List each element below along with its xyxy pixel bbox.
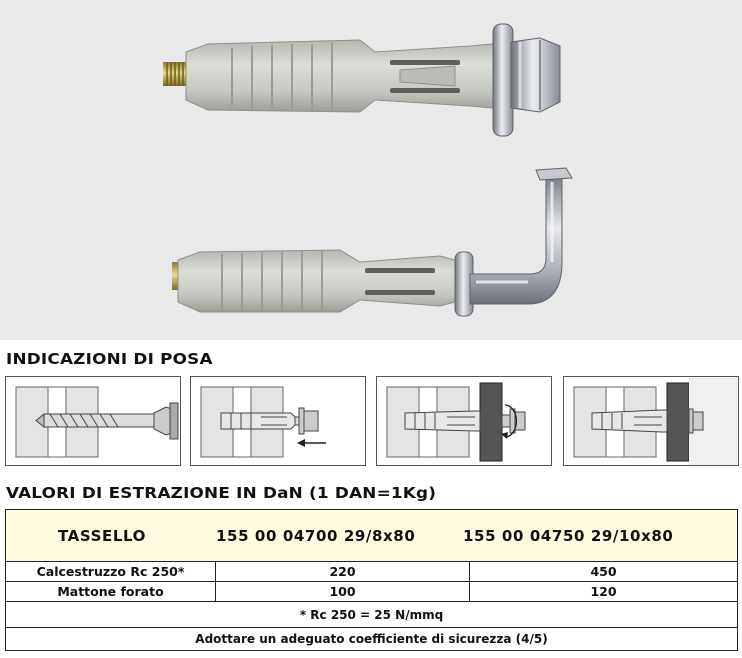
table-footnote-row — [6, 602, 737, 628]
table-row — [6, 582, 737, 602]
anchor-bolt-image — [163, 24, 560, 136]
footnote-text: * Rc 250 = 25 N/mmq — [299, 607, 444, 622]
table-advice-row — [6, 628, 737, 650]
installation-step-insert — [190, 376, 366, 466]
installation-heading: INDICAZIONI DI POSA — [6, 350, 213, 368]
pullout-values-table — [5, 509, 738, 651]
safety-advice-text: Adottare un adeguato coefficiente di sicurezza (4/5) — [195, 632, 548, 646]
header-code-10x80: 155 00 04750 29/10x80 — [463, 526, 674, 545]
row-label: Calcestruzzo Rc 250* — [6, 562, 216, 581]
value-10x80: 450 — [590, 564, 617, 579]
row-label: Mattone forato — [6, 582, 216, 601]
table-header-row — [6, 510, 737, 562]
installation-step-tighten — [376, 376, 552, 466]
header-code-8x80: 155 00 04700 29/8x80 — [216, 526, 416, 545]
installation-step-drill — [5, 376, 181, 466]
table-row — [6, 562, 737, 582]
pullout-values-heading: VALORI DI ESTRAZIONE IN DaN (1 DAN=1Kg) — [6, 484, 437, 502]
value-8x80: 220 — [216, 562, 470, 581]
value-10x80: 120 — [590, 584, 617, 599]
header-tassello: TASSELLO — [58, 526, 146, 545]
installation-step-fixed — [563, 376, 739, 466]
value-8x80: 100 — [216, 582, 470, 601]
anchor-hook-image — [172, 168, 572, 316]
